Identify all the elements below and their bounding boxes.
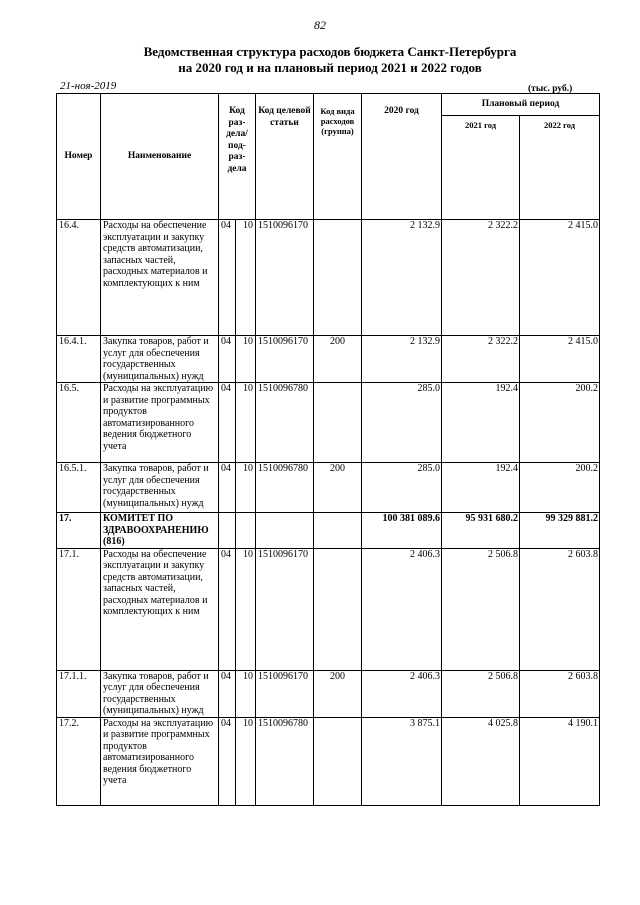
- row-name: Расходы на эксплуатацию и развитие программных продуктов автоматизированного ведения бюджетного учета: [101, 383, 219, 463]
- units-label: (тыс. руб.): [528, 84, 573, 94]
- budget-table: [56, 93, 600, 806]
- row-value-2021: 2 506.8: [442, 548, 520, 670]
- page-title: [60, 44, 600, 76]
- row-value-2021: 95 931 680.2: [442, 513, 520, 549]
- title-line-1: Ведомственная структура расходов бюджета Санкт-Петербурга: [143, 44, 517, 59]
- row-name: Закупка товаров, работ и услуг для обеспечения государственных (муниципальных) нужд: [101, 670, 219, 717]
- row-target-code: 1510096170: [256, 220, 314, 336]
- row-value-2021: 4 025.8: [442, 717, 520, 805]
- row-target-code: [256, 513, 314, 549]
- row-target-code: 1510096170: [256, 548, 314, 670]
- row-section-code: 04: [219, 463, 236, 513]
- row-target-code: 1510096780: [256, 383, 314, 463]
- row-section-code: 04: [219, 717, 236, 805]
- header-expense-type: Код вида расходов (группа): [314, 94, 362, 220]
- row-expense-type: [314, 717, 362, 805]
- row-value-2022: 2 603.8: [520, 548, 600, 670]
- row-subsection-code: 10: [236, 463, 256, 513]
- row-value-2022: 4 190.1: [520, 717, 600, 805]
- row-subsection-code: 10: [236, 383, 256, 463]
- row-name: Расходы на обеспечение эксплуатации и закупку средств автоматизации, запасных частей, расходных материалов и комплектующих к ним: [101, 548, 219, 670]
- row-name: Закупка товаров, работ и услуг для обеспечения государственных (муниципальных) нужд: [101, 463, 219, 513]
- row-expense-type: [314, 383, 362, 463]
- header-2022: 2022 год: [520, 116, 600, 220]
- row-value-2021: 2 506.8: [442, 670, 520, 717]
- row-value-2022: 2 603.8: [520, 670, 600, 717]
- row-value-2022: 200.2: [520, 463, 600, 513]
- row-name: Расходы на обеспечение эксплуатации и закупку средств автоматизации, запасных частей, расходных материалов и комплектующих к ним: [101, 220, 219, 336]
- header-2020: 2020 год: [362, 94, 442, 220]
- row-name: КОМИТЕТ ПО ЗДРАВООХРАНЕНИЮ (816): [101, 513, 219, 549]
- row-subsection-code: 10: [236, 336, 256, 383]
- row-number: 17.2.: [57, 717, 101, 805]
- row-target-code: 1510096170: [256, 670, 314, 717]
- table-row: [57, 463, 600, 513]
- row-section-code: 04: [219, 336, 236, 383]
- row-number: 16.5.1.: [57, 463, 101, 513]
- row-value-2020: 2 132.9: [362, 220, 442, 336]
- row-value-2022: 2 415.0: [520, 336, 600, 383]
- document-date: 21-ноя-2019: [60, 80, 117, 92]
- row-value-2021: 192.4: [442, 383, 520, 463]
- row-subsection-code: 10: [236, 670, 256, 717]
- table-row: [57, 670, 600, 717]
- row-section-code: 04: [219, 670, 236, 717]
- row-target-code: 1510096780: [256, 717, 314, 805]
- row-value-2022: 99 329 881.2: [520, 513, 600, 549]
- row-number: 17.1.: [57, 548, 101, 670]
- row-number: 16.4.1.: [57, 336, 101, 383]
- row-subsection-code: [236, 513, 256, 549]
- row-value-2020: 3 875.1: [362, 717, 442, 805]
- row-value-2020: 2 406.3: [362, 670, 442, 717]
- row-section-code: 04: [219, 220, 236, 336]
- row-expense-type: [314, 220, 362, 336]
- row-number: 16.5.: [57, 383, 101, 463]
- row-subsection-code: 10: [236, 548, 256, 670]
- row-target-code: 1510096780: [256, 463, 314, 513]
- title-line-2: на 2020 год и на плановый период 2021 и 2022 годов: [178, 60, 482, 75]
- row-value-2021: 2 322.2: [442, 336, 520, 383]
- header-target: Код целевой статьи: [256, 94, 314, 220]
- row-value-2020: 2 406.3: [362, 548, 442, 670]
- row-number: 16.4.: [57, 220, 101, 336]
- row-expense-type: [314, 513, 362, 549]
- row-name: Закупка товаров, работ и услуг для обеспечения государственных (муниципальных) нужд: [101, 336, 219, 383]
- page-number: 82: [314, 18, 326, 32]
- table-row: [57, 220, 600, 336]
- row-section-code: 04: [219, 383, 236, 463]
- row-number: 17.1.1.: [57, 670, 101, 717]
- row-value-2021: 192.4: [442, 463, 520, 513]
- row-target-code: 1510096170: [256, 336, 314, 383]
- table-row: [57, 336, 600, 383]
- row-number: 17.: [57, 513, 101, 549]
- row-value-2021: 2 322.2: [442, 220, 520, 336]
- row-subsection-code: 10: [236, 717, 256, 805]
- row-section-code: 04: [219, 548, 236, 670]
- row-value-2022: 200.2: [520, 383, 600, 463]
- header-number: Номер: [57, 94, 101, 220]
- row-section-code: [219, 513, 236, 549]
- row-subsection-code: 10: [236, 220, 256, 336]
- row-name: Расходы на эксплуатацию и развитие программных продуктов автоматизированного ведения бюджетного учета: [101, 717, 219, 805]
- header-planned-period: Плановый период: [442, 94, 600, 116]
- row-expense-type: 200: [314, 336, 362, 383]
- row-expense-type: 200: [314, 463, 362, 513]
- row-value-2020: 285.0: [362, 463, 442, 513]
- header-2021: 2021 год: [442, 116, 520, 220]
- row-expense-type: 200: [314, 670, 362, 717]
- row-expense-type: [314, 548, 362, 670]
- table-row: [57, 513, 600, 549]
- table-row: [57, 548, 600, 670]
- table-row: [57, 717, 600, 805]
- header-name: Наименование: [101, 94, 219, 220]
- table-row: [57, 383, 600, 463]
- row-value-2020: 285.0: [362, 383, 442, 463]
- row-value-2020: 100 381 089.6: [362, 513, 442, 549]
- row-value-2022: 2 415.0: [520, 220, 600, 336]
- header-section: Код раз- дела/ под- раз- дела: [219, 94, 256, 220]
- row-value-2020: 2 132.9: [362, 336, 442, 383]
